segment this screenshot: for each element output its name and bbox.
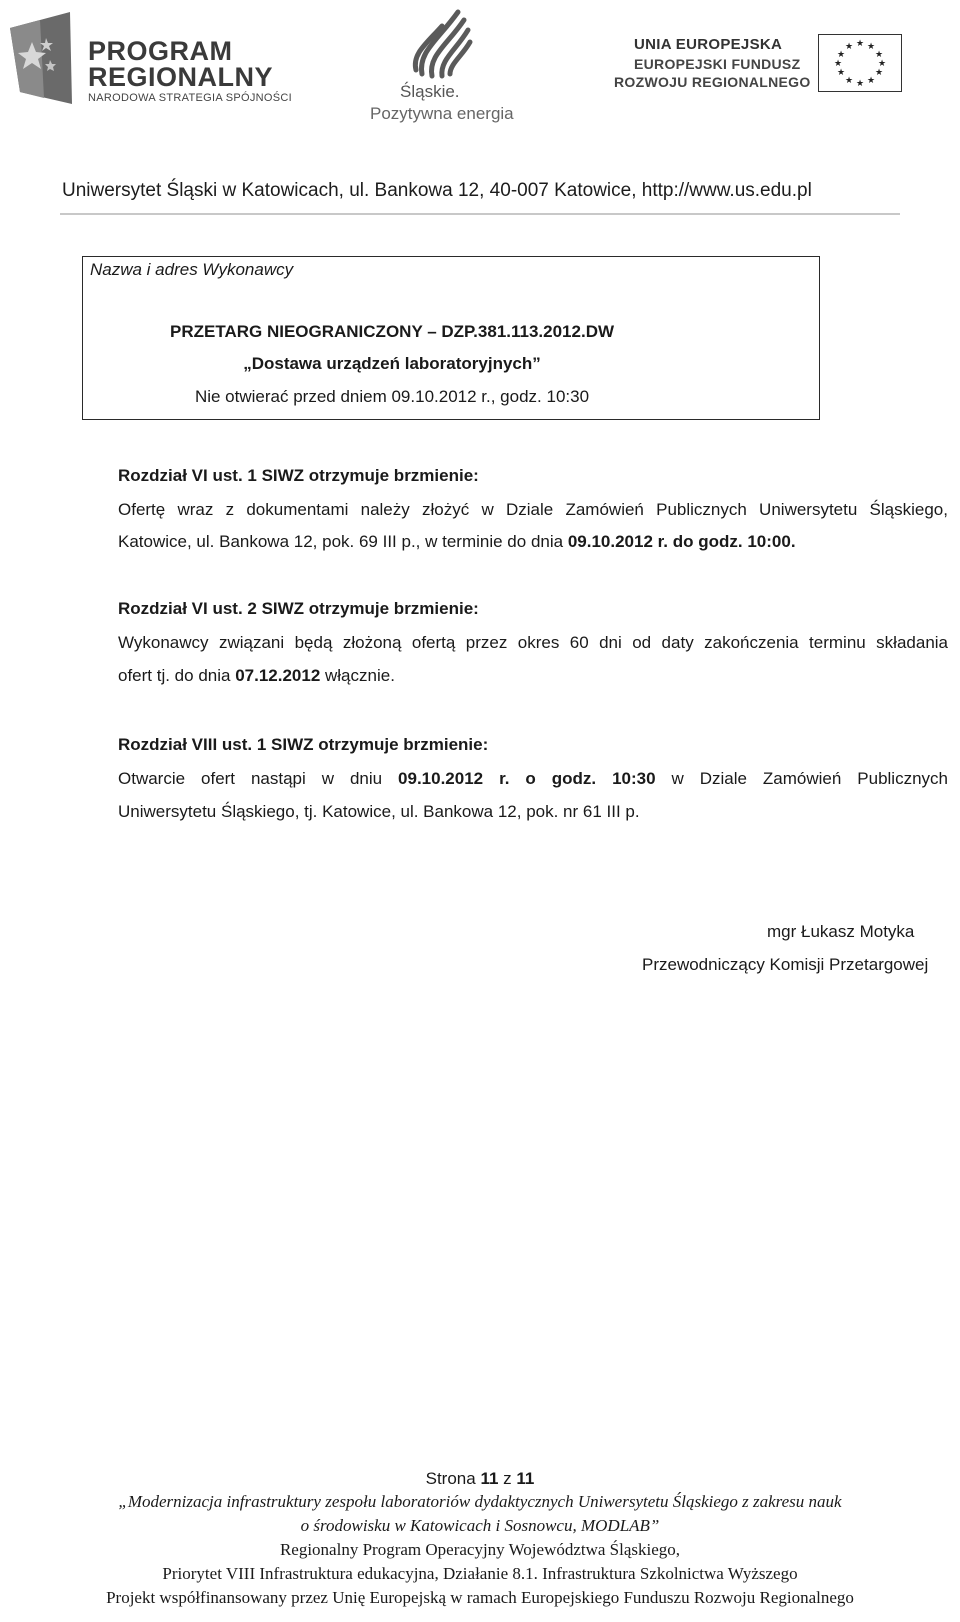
section-3-datetime: 09.10.2012 r. o godz. 10:30: [398, 769, 656, 788]
footer-priority-line: Priorytet VIII Infrastruktura edukacyjna, Działanie 8.1. Infrastruktura Szkolnictwa Wyższego: [162, 1564, 798, 1583]
section-2-date: 07.12.2012: [235, 666, 321, 685]
footer-program-line: Regionalny Program Operacyjny Województwa Śląskiego,: [279, 1540, 681, 1559]
section-3-line1: [118, 768, 948, 790]
svg-text:★: ★: [844, 42, 854, 52]
eu-line1: UNIA EUROPEJSKA: [634, 36, 783, 53]
svg-text:★: ★: [836, 68, 846, 78]
slaskie-line1: Śląskie.: [400, 82, 460, 101]
svg-text:★: ★: [874, 50, 884, 60]
eu-line2: EUROPEJSKI FUNDUSZ: [634, 56, 801, 72]
section-3-line2: Uniwersytetu Śląskiego, tj. Katowice, ul. Bankowa 12, pok. nr 61 III p.: [118, 802, 640, 821]
signatory-title: Przewodniczący Komisji Przetargowej: [642, 955, 929, 974]
section-1-line2-text: Katowice, ul. Bankowa 12, pok. 69 III p., w terminie do dnia: [118, 532, 568, 551]
contractor-label: Nazwa i adres Wykonawcy: [90, 260, 294, 279]
slaskie-line2: Pozytywna energia: [370, 104, 514, 123]
program-regionalny-line2: REGIONALNY: [88, 62, 274, 92]
svg-text:★: ★: [836, 50, 846, 60]
footer-cofinance-line: Projekt współfinansowany przez Unię Europejską w ramach Europejskiego Funduszu Rozwoju Regionalnego: [106, 1588, 854, 1607]
svg-text:★: ★: [855, 79, 865, 89]
header-divider: [60, 213, 900, 215]
eu-line3: ROZWOJU REGIONALNEGO: [614, 74, 811, 90]
section-3-heading: Rozdział VIII ust. 1 SIWZ otrzymuje brzmienie:: [118, 735, 489, 754]
footer-project-line1: „Modernizacja infrastruktury zespołu laboratoriów dydaktycznych Uniwersytetu Śląskiego z zakresu nauk: [118, 1492, 842, 1511]
svg-text:★: ★: [874, 68, 884, 78]
section-3-line1-end: w Dziale Zamówień Publicznych: [655, 769, 948, 788]
section-3-line1-text: Otwarcie ofert nastąpi w dniu: [118, 769, 399, 788]
svg-text:★: ★: [866, 76, 876, 86]
svg-text:★: ★: [833, 59, 843, 69]
tender-opening-note: Nie otwierać przed dniem 09.10.2012 r., godz. 10:30: [194, 387, 590, 406]
svg-text:★: ★: [855, 39, 865, 49]
page-mid: z: [498, 1469, 517, 1488]
section-2-heading: Rozdział VI ust. 2 SIWZ otrzymuje brzmienie:: [118, 599, 479, 618]
tender-title: PRZETARG NIEOGRANICZONY – DZP.381.113.2012.DW: [169, 322, 615, 341]
svg-text:★: ★: [866, 42, 876, 52]
section-2-line1: Wykonawcy związani będą złożoną ofertą przez okres 60 dni od daty zakończenia terminu składania: [118, 633, 948, 652]
section-1-line2: [118, 531, 796, 553]
page-prefix: Strona: [425, 1469, 481, 1488]
eu-flag-icon: [818, 34, 902, 92]
program-regionalny-line1: PROGRAM: [88, 36, 233, 66]
section-1-heading: Rozdział VI ust. 1 SIWZ otrzymuje brzmienie:: [118, 466, 479, 485]
section-2-line2-end: włącznie.: [320, 666, 395, 685]
program-regionalny-line3: NARODOWA STRATEGIA SPÓJNOŚCI: [88, 92, 292, 104]
section-2-line2: [118, 665, 395, 687]
tender-subject: „Dostawa urządzeń laboratoryjnych”: [243, 354, 541, 373]
footer-project-line2: o środowisku w Katowicach i Sosnowcu, MODLAB”: [300, 1516, 660, 1535]
section-2-line2-text: ofert tj. do dnia: [118, 666, 236, 685]
svg-text:★: ★: [877, 59, 887, 69]
page-number: [0, 1469, 960, 1489]
svg-text:★: ★: [844, 76, 854, 86]
page-total: 11: [516, 1469, 535, 1488]
page-current: 11: [480, 1469, 499, 1488]
signatory-name: mgr Łukasz Motyka: [767, 922, 915, 941]
section-1-line1: Ofertę wraz z dokumentami należy złożyć w Dziale Zamówień Publicznych Uniwersytetu Śląskiego,: [118, 500, 948, 519]
university-address: Uniwersytet Śląski w Katowicach, ul. Bankowa 12, 40-007 Katowice, http://www.us.edu.pl: [62, 180, 812, 201]
section-1-deadline: 09.10.2012 r. do godz. 10:00.: [567, 532, 796, 551]
